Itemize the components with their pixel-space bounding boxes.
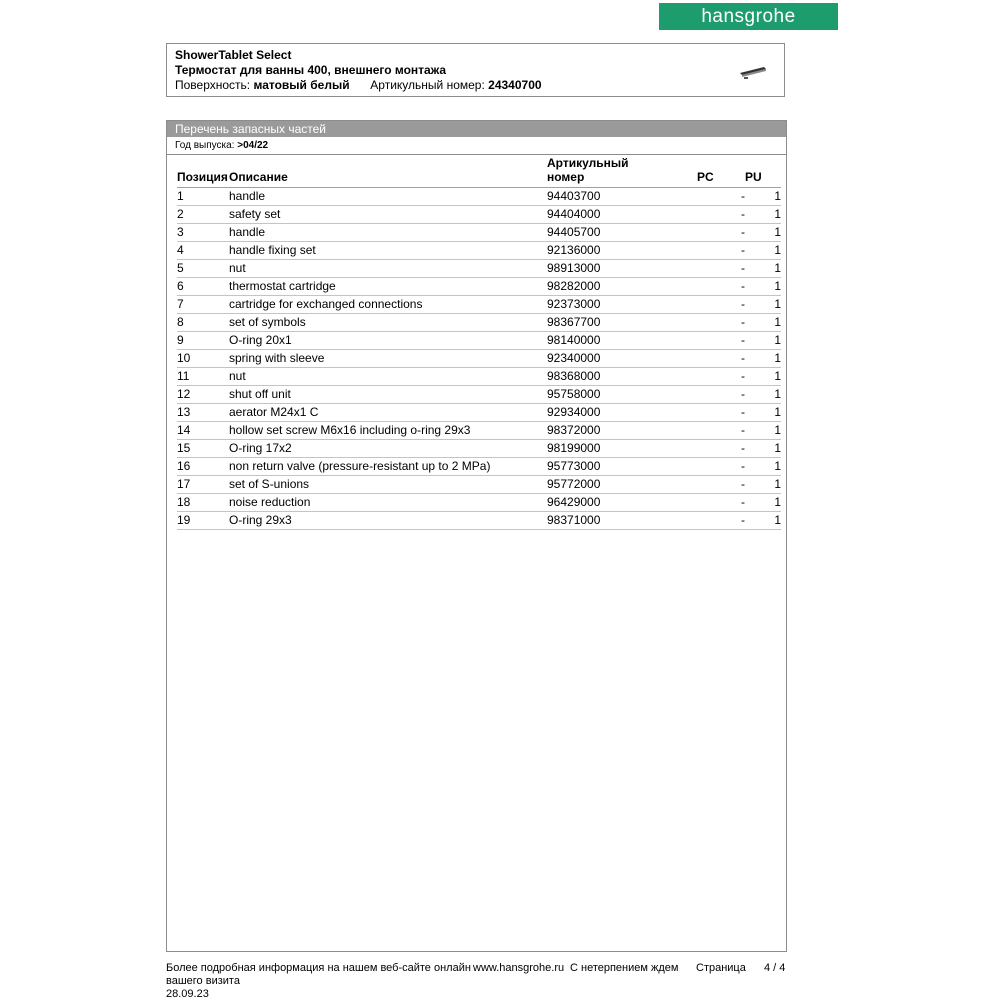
cell-article: 98140000 xyxy=(547,332,697,350)
table-row xyxy=(177,224,781,242)
cell-article: 98199000 xyxy=(547,440,697,458)
cell-pc: - xyxy=(697,458,745,476)
product-thumbnail-icon xyxy=(738,64,768,80)
cell-article: 98368000 xyxy=(547,368,697,386)
cell-pc: - xyxy=(697,242,745,260)
cell-position: 12 xyxy=(177,386,229,404)
table-row xyxy=(177,314,781,332)
footer-page-number: 4 / 4 xyxy=(764,962,786,974)
footer-website-link[interactable]: www.hansgrohe.ru xyxy=(473,962,565,974)
cell-position: 11 xyxy=(177,368,229,386)
table-row xyxy=(177,386,781,404)
cell-description: O-ring 17x2 xyxy=(229,440,547,458)
cell-article: 98367700 xyxy=(547,314,697,332)
cell-pu: 1 xyxy=(745,422,781,440)
cell-position: 10 xyxy=(177,350,229,368)
cell-pu: 1 xyxy=(745,314,781,332)
article-value: 24340700 xyxy=(488,78,542,92)
cell-article: 98372000 xyxy=(547,422,697,440)
cell-position: 9 xyxy=(177,332,229,350)
col-pc: PC xyxy=(697,156,745,188)
cell-position: 6 xyxy=(177,278,229,296)
cell-position: 15 xyxy=(177,440,229,458)
cell-article: 95758000 xyxy=(547,386,697,404)
cell-description: handle fixing set xyxy=(229,242,547,260)
cell-description: shut off unit xyxy=(229,386,547,404)
cell-description: O-ring 29x3 xyxy=(229,512,547,530)
table-row xyxy=(177,440,781,458)
footer-wait-line2: вашего визита xyxy=(166,975,240,987)
col-article-line1: Артикульный xyxy=(547,156,629,170)
col-article-line2: номер xyxy=(547,170,585,184)
cell-position: 13 xyxy=(177,404,229,422)
cell-pu: 1 xyxy=(745,278,781,296)
cell-position: 5 xyxy=(177,260,229,278)
cell-article: 92136000 xyxy=(547,242,697,260)
cell-description: aerator M24x1 C xyxy=(229,404,547,422)
cell-description: thermostat cartridge xyxy=(229,278,547,296)
cell-position: 3 xyxy=(177,224,229,242)
cell-article: 98371000 xyxy=(547,512,697,530)
cell-pu: 1 xyxy=(745,350,781,368)
table-row xyxy=(177,350,781,368)
cell-description: O-ring 20x1 xyxy=(229,332,547,350)
cell-description: set of symbols xyxy=(229,314,547,332)
cell-description: nut xyxy=(229,260,547,278)
table-row xyxy=(177,332,781,350)
table-row xyxy=(177,404,781,422)
cell-pc: - xyxy=(697,368,745,386)
cell-pc: - xyxy=(697,476,745,494)
section-title: Перечень запасных частей xyxy=(167,121,786,137)
cell-pu: 1 xyxy=(745,224,781,242)
cell-pu: 1 xyxy=(745,512,781,530)
col-pu: PU xyxy=(745,156,781,188)
table-row xyxy=(177,278,781,296)
cell-pc: - xyxy=(697,404,745,422)
table-row xyxy=(177,422,781,440)
cell-article: 98282000 xyxy=(547,278,697,296)
cell-position: 14 xyxy=(177,422,229,440)
cell-position: 4 xyxy=(177,242,229,260)
col-position: Позиция xyxy=(177,156,229,188)
surface-label: Поверхность: xyxy=(175,78,251,92)
cell-article: 96429000 xyxy=(547,494,697,512)
cell-pc: - xyxy=(697,278,745,296)
cell-description: handle xyxy=(229,188,547,206)
table-row xyxy=(177,458,781,476)
cell-article: 92340000 xyxy=(547,350,697,368)
cell-pu: 1 xyxy=(745,476,781,494)
table-row xyxy=(177,494,781,512)
cell-pc: - xyxy=(697,350,745,368)
cell-description: handle xyxy=(229,224,547,242)
year-label: Год выпуска: xyxy=(175,140,235,151)
table-header-row xyxy=(177,156,781,188)
footer-page-label: Страница xyxy=(696,962,746,974)
table-row xyxy=(177,242,781,260)
cell-pc: - xyxy=(697,332,745,350)
cell-description: non return valve (pressure-resistant up to 2 MPa) xyxy=(229,458,547,476)
table-row xyxy=(177,476,781,494)
product-header xyxy=(166,43,785,97)
table-row xyxy=(177,188,781,206)
cell-pc: - xyxy=(697,260,745,278)
cell-pu: 1 xyxy=(745,368,781,386)
year-value: >04/22 xyxy=(237,140,269,151)
page-footer xyxy=(166,962,786,1000)
cell-pu: 1 xyxy=(745,188,781,206)
cell-pu: 1 xyxy=(745,386,781,404)
cell-pc: - xyxy=(697,314,745,332)
cell-pc: - xyxy=(697,494,745,512)
cell-pu: 1 xyxy=(745,242,781,260)
cell-description: hollow set screw M6x16 including o-ring 29x3 xyxy=(229,422,547,440)
cell-position: 18 xyxy=(177,494,229,512)
table-row xyxy=(177,296,781,314)
cell-position: 17 xyxy=(177,476,229,494)
cell-position: 7 xyxy=(177,296,229,314)
cell-pu: 1 xyxy=(745,440,781,458)
cell-pc: - xyxy=(697,386,745,404)
cell-description: set of S-unions xyxy=(229,476,547,494)
cell-article: 95772000 xyxy=(547,476,697,494)
footer-wait-line1: С нетерпением ждем xyxy=(570,962,679,974)
cell-pu: 1 xyxy=(745,260,781,278)
cell-article: 94404000 xyxy=(547,206,697,224)
product-description: Термостат для ванны 400, внешнего монтажа xyxy=(175,63,447,77)
cell-position: 1 xyxy=(177,188,229,206)
cell-pc: - xyxy=(697,512,745,530)
cell-pu: 1 xyxy=(745,332,781,350)
cell-description: nut xyxy=(229,368,547,386)
cell-description: cartridge for exchanged connections xyxy=(229,296,547,314)
cell-pu: 1 xyxy=(745,296,781,314)
table-row xyxy=(177,368,781,386)
cell-pc: - xyxy=(697,224,745,242)
col-description: Описание xyxy=(229,156,547,188)
cell-pc: - xyxy=(697,422,745,440)
cell-position: 2 xyxy=(177,206,229,224)
article-label: Артикульный номер: xyxy=(370,78,485,92)
cell-position: 8 xyxy=(177,314,229,332)
cell-pu: 1 xyxy=(745,458,781,476)
cell-pc: - xyxy=(697,206,745,224)
cell-article: 92934000 xyxy=(547,404,697,422)
spare-parts-section xyxy=(166,120,787,952)
col-article xyxy=(547,156,697,188)
product-name: ShowerTablet Select xyxy=(175,48,292,62)
cell-position: 19 xyxy=(177,512,229,530)
cell-position: 16 xyxy=(177,458,229,476)
release-year xyxy=(167,137,786,155)
table-row xyxy=(177,260,781,278)
cell-pc: - xyxy=(697,440,745,458)
cell-pu: 1 xyxy=(745,404,781,422)
cell-article: 98913000 xyxy=(547,260,697,278)
cell-article: 94405700 xyxy=(547,224,697,242)
surface-value: матовый белый xyxy=(253,78,350,92)
cell-article: 94403700 xyxy=(547,188,697,206)
table-row xyxy=(177,512,781,530)
cell-article: 95773000 xyxy=(547,458,697,476)
cell-description: noise reduction xyxy=(229,494,547,512)
table-row xyxy=(177,206,781,224)
footer-date: 28.09.23 xyxy=(166,988,209,1000)
footer-info: Более подробная информация на нашем веб-сайте онлайн xyxy=(166,962,471,974)
cell-description: spring with sleeve xyxy=(229,350,547,368)
cell-pu: 1 xyxy=(745,494,781,512)
cell-pu: 1 xyxy=(745,206,781,224)
cell-pc: - xyxy=(697,296,745,314)
hansgrohe-logo: hansgrohe xyxy=(659,3,838,30)
parts-table xyxy=(177,156,781,530)
cell-description: safety set xyxy=(229,206,547,224)
cell-article: 92373000 xyxy=(547,296,697,314)
surface-article-line xyxy=(175,78,776,93)
cell-pc: - xyxy=(697,188,745,206)
